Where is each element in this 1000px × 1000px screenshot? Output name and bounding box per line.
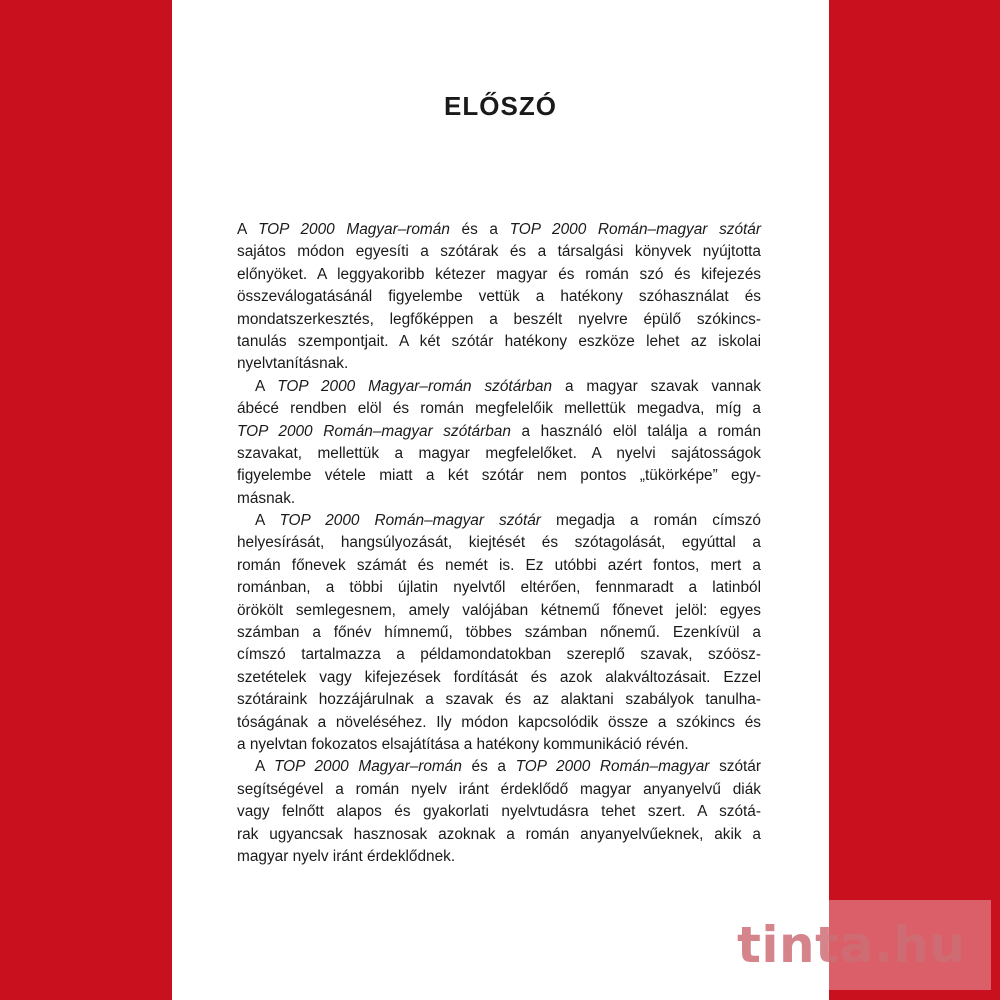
text-segment: ábécé rendben elöl és román megfelelőik mellettük megadva, míg a bbox=[237, 400, 761, 418]
text-segment: örökölt semlegesnem, amely valójában kétnemű főnevet jelöl: egyes bbox=[237, 601, 761, 619]
text-segment: magyar nyelv iránt érdeklődnek. bbox=[237, 847, 456, 865]
text-segment: segítségével a román nyelv iránt érdeklődő magyar anyanyelvű diák bbox=[237, 780, 761, 798]
text-line bbox=[237, 421, 761, 443]
text-line bbox=[237, 689, 761, 711]
italic-segment: TOP 2000 Román–magyar bbox=[515, 758, 710, 776]
text-line bbox=[237, 622, 761, 644]
text-line bbox=[237, 443, 761, 465]
text-line bbox=[237, 510, 761, 532]
text-segment: előnyöket. A leggyakoribb kétezer magyar és román szó és kifejezés bbox=[237, 265, 761, 283]
text-segment: A bbox=[255, 758, 275, 776]
text-segment: a magyar szavak vannak bbox=[552, 377, 761, 395]
paragraph bbox=[237, 510, 761, 756]
preface-body bbox=[237, 219, 761, 868]
italic-segment: TOP 2000 Magyar–román szótárban bbox=[277, 377, 553, 395]
book-page bbox=[172, 0, 829, 1000]
text-segment: és a bbox=[449, 221, 510, 238]
text-line bbox=[237, 600, 761, 622]
text-line bbox=[237, 779, 761, 801]
text-line bbox=[237, 398, 761, 420]
text-line bbox=[237, 667, 761, 689]
text-line bbox=[237, 801, 761, 823]
text-line bbox=[237, 353, 761, 375]
text-segment: nyelvtanításnak. bbox=[237, 355, 349, 373]
text-segment: összeválogatásánál figyelembe vettük a hatékony szóhasználat és bbox=[237, 288, 761, 306]
text-line bbox=[237, 264, 761, 286]
text-segment: számban a főnév hímnemű, többes számban nőnemű. Ezenkívül a bbox=[237, 624, 761, 642]
text-segment: másnak. bbox=[237, 489, 296, 507]
text-segment: tanulás szempontjait. A két szótár hatékony eszköze lehet az iskolai bbox=[237, 332, 761, 350]
italic-segment: TOP 2000 Román–magyar szótárban bbox=[237, 422, 511, 440]
paragraph bbox=[237, 219, 761, 376]
text-line bbox=[237, 644, 761, 666]
italic-segment: TOP 2000 Román–magyar szótár bbox=[509, 221, 761, 238]
text-line bbox=[237, 219, 761, 241]
italic-segment: TOP 2000 Magyar–román bbox=[258, 221, 450, 238]
text-line bbox=[237, 376, 761, 398]
text-line bbox=[237, 465, 761, 487]
text-segment: rak ugyancsak hasznosak azoknak a román anyanyelvűeknek, akik a bbox=[237, 825, 761, 843]
text-line bbox=[237, 488, 761, 510]
text-segment: szótár bbox=[709, 758, 761, 776]
text-segment: A bbox=[255, 512, 280, 530]
text-segment: A bbox=[237, 221, 259, 238]
paragraph bbox=[237, 376, 761, 510]
text-line bbox=[237, 577, 761, 599]
text-segment: A bbox=[255, 377, 278, 395]
page-title: ELŐSZÓ bbox=[444, 91, 557, 121]
text-line bbox=[237, 286, 761, 308]
text-segment: a nyelvtan fokozatos elsajátítása a hatékony kommunikáció révén. bbox=[237, 735, 689, 753]
text-segment: vagy felnőtt alapos és gyakorlati nyelvtudásra tehet szert. A szótá- bbox=[237, 803, 761, 821]
text-line bbox=[237, 532, 761, 554]
italic-segment: TOP 2000 Román–magyar szótár bbox=[279, 512, 541, 530]
text-segment: román főnevek számát és nemét is. Ez utóbbi azért fontos, mert a bbox=[237, 556, 761, 574]
text-segment: sajátos módon egyesíti a szótárak és a társalgási könyvek nyújtotta bbox=[237, 243, 761, 261]
text-line bbox=[237, 756, 761, 778]
text-line bbox=[237, 555, 761, 577]
text-line bbox=[237, 846, 761, 868]
text-segment: figyelembe vétele miatt a két szótár nem pontos „tükörképe” egy- bbox=[237, 467, 761, 485]
text-segment: szótáraink hozzájárulnak a szavak és az alaktani szabályok tanulha- bbox=[237, 691, 761, 709]
paragraph bbox=[237, 756, 761, 868]
text-segment: helyesírását, hangsúlyozását, kiejtését és szótagolását, egyúttal a bbox=[237, 534, 761, 552]
text-line bbox=[237, 309, 761, 331]
text-line bbox=[237, 241, 761, 263]
text-segment: címszó tartalmazza a példamondatokban szereplő szavak, szóösz- bbox=[237, 646, 761, 664]
text-segment: mondatszerkesztés, legfőképpen a beszélt nyelvre épülő szókincs- bbox=[237, 310, 761, 328]
text-segment: és a bbox=[461, 758, 516, 776]
text-line bbox=[237, 824, 761, 846]
text-line bbox=[237, 712, 761, 734]
text-segment: a használó elöl találja a román bbox=[510, 422, 762, 440]
text-segment: románban, a többi újlatin nyelvtől eltérően, fennmaradt a latinból bbox=[237, 579, 761, 597]
text-line bbox=[237, 331, 761, 353]
text-segment: szavakat, mellettük a magyar megfelelőket. A nyelvi sajátosságok bbox=[237, 444, 761, 462]
text-segment: megadja a román címszó bbox=[540, 512, 761, 530]
text-segment: szetételek vagy kifejezések fordítását és azok alakváltozásait. Ezzel bbox=[237, 668, 761, 686]
text-line bbox=[237, 734, 761, 756]
watermark-logo: tinta.hu bbox=[737, 916, 966, 974]
italic-segment: TOP 2000 Magyar–román bbox=[274, 758, 462, 776]
text-segment: tóságának a növeléséhez. Ily módon kapcsolódik össze a szókincs és bbox=[237, 713, 761, 731]
